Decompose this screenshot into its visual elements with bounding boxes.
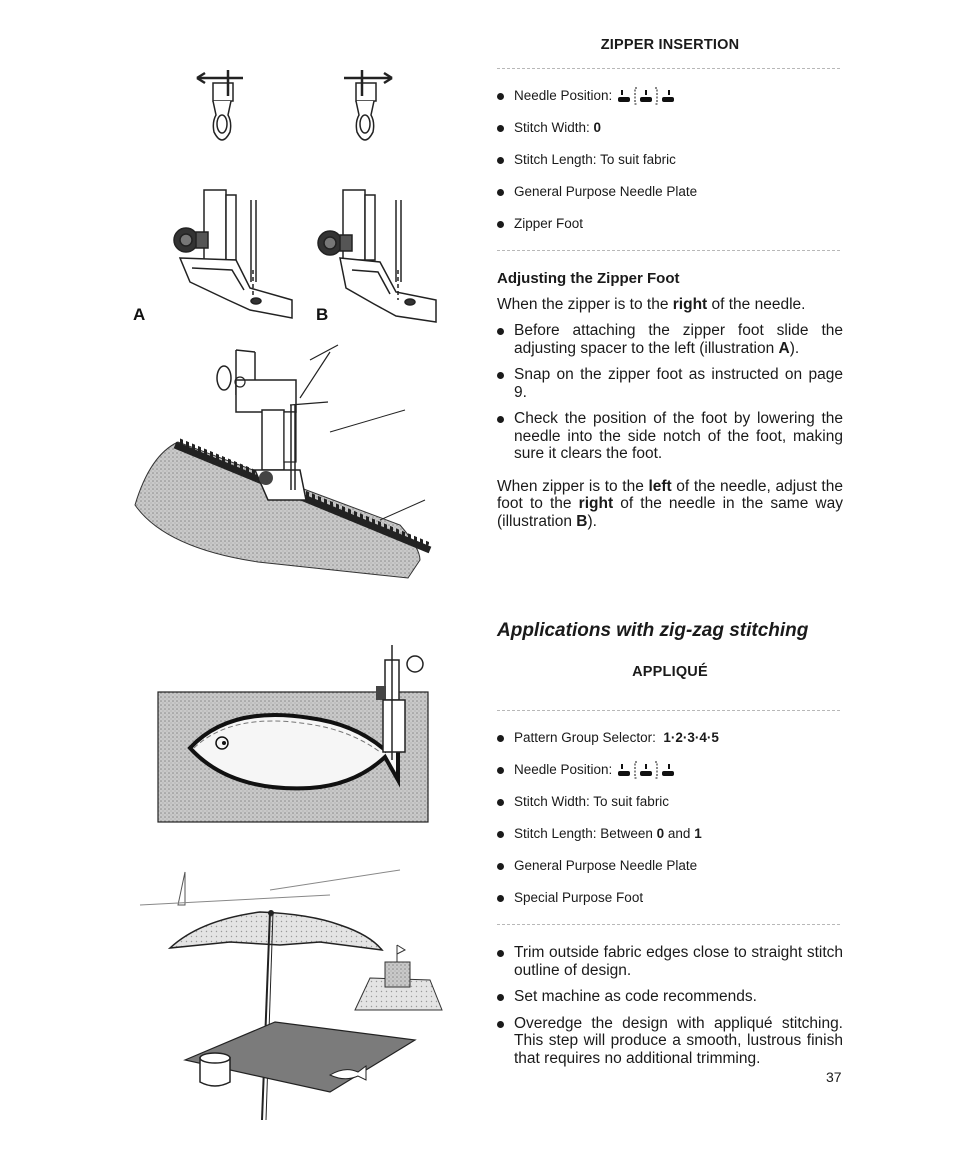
bullet-icon xyxy=(497,125,504,132)
rule xyxy=(497,924,840,925)
applique-fish-scene xyxy=(158,645,428,822)
text-run: ). xyxy=(587,512,597,530)
applique-steps xyxy=(497,944,843,1067)
step-item xyxy=(497,410,843,463)
spec-stitch-length xyxy=(497,144,843,176)
rule xyxy=(497,250,840,251)
text-bold: B xyxy=(576,512,588,530)
text-run: Snap on the zipper foot as instructed on page 9. xyxy=(514,366,843,401)
spec-stitch-width xyxy=(497,112,843,144)
spec-label: Stitch Length: Between xyxy=(514,826,653,841)
zipper-title-text: ZIPPER INSERTION xyxy=(600,37,740,53)
step-item xyxy=(497,988,843,1006)
zipper-sewing-scene xyxy=(135,345,430,578)
bullet-icon xyxy=(497,799,504,806)
text-run: Overedge the design with appliqué stitching. This step will produce a smooth, lustrous finish that requires no additional trimming. xyxy=(514,1014,843,1067)
spec-label: General Purpose Needle Plate xyxy=(514,184,698,199)
label-b: B xyxy=(316,305,329,324)
spec-label: Needle Position: xyxy=(514,762,613,777)
spec-label: Stitch Length: To suit fabric xyxy=(514,152,676,167)
spec-label: Needle Position: xyxy=(514,88,613,103)
bullet-icon xyxy=(497,372,504,379)
outro-paragraph xyxy=(497,478,843,531)
spec-value: 0 xyxy=(593,120,602,135)
needle-position-icon xyxy=(618,761,674,779)
spec-value: 0 xyxy=(656,826,665,841)
intro-paragraph xyxy=(497,296,843,314)
beach-umbrella-scene xyxy=(140,870,442,1120)
text-run: When the zipper is to the xyxy=(497,296,673,313)
text-run: ). xyxy=(789,339,800,357)
applique-title-text: APPLIQUÉ xyxy=(632,664,708,680)
bullet-icon xyxy=(497,895,504,902)
spec-label: Stitch Width: xyxy=(514,120,590,135)
spec-foot xyxy=(497,208,843,240)
step-item xyxy=(497,366,843,401)
spec-needle-plate xyxy=(497,850,843,882)
spec-stitch-length xyxy=(497,818,843,850)
bullet-icon xyxy=(497,93,504,100)
bullet-icon xyxy=(497,735,504,742)
step-item xyxy=(497,322,843,357)
needle-position-icon xyxy=(618,87,674,105)
zipper-spec-list xyxy=(497,80,843,240)
rule xyxy=(497,68,840,69)
text-bold: A xyxy=(778,339,790,357)
text-run: of the needle in the same way (illustration xyxy=(497,495,843,530)
bullet-icon xyxy=(497,189,504,196)
bullet-icon xyxy=(497,863,504,870)
label-a: A xyxy=(133,305,146,324)
text-run: When zipper is to the xyxy=(497,477,649,495)
step-item xyxy=(497,1015,843,1068)
spec-label: General Purpose Needle Plate xyxy=(514,858,698,873)
text-run: Trim outside fabric edges close to straight stitch outline of design. xyxy=(514,944,843,979)
spec-value: 1·2·3·4·5 xyxy=(663,730,719,745)
applications-title: Applications with zig-zag stitching xyxy=(497,620,809,641)
spec-label: Stitch Width: To suit fabric xyxy=(514,794,670,809)
bullet-icon xyxy=(497,950,504,957)
spec-needle-position xyxy=(497,80,843,112)
bullet-icon xyxy=(497,221,504,228)
text-bold: right xyxy=(578,495,614,512)
bullet-icon xyxy=(497,328,504,335)
spec-stitch-width xyxy=(497,786,843,818)
text-run: of the needle, adjust the foot to the xyxy=(497,477,843,512)
spec-label: Pattern Group Selector: xyxy=(514,730,656,745)
section-heading: Adjusting the Zipper Foot xyxy=(497,270,680,287)
text-run: Check the position of the foot by lowering the needle into the side notch of the foot, making sure it clears the foot. xyxy=(514,410,843,462)
spec-label: Zipper Foot xyxy=(514,216,584,231)
zipper-foot-b-diagram xyxy=(318,190,436,322)
bullet-icon xyxy=(497,416,504,423)
spec-label: and xyxy=(667,826,691,841)
zipper-insertion-title xyxy=(497,37,843,53)
bullet-icon xyxy=(497,1021,504,1028)
bullet-icon xyxy=(497,157,504,164)
page-number: 37 xyxy=(826,1069,842,1085)
bullet-icon xyxy=(497,994,504,1001)
spec-foot xyxy=(497,882,843,914)
adjusting-zipper-foot-section xyxy=(497,270,843,530)
bullet-icon xyxy=(497,767,504,774)
spec-pattern-group xyxy=(497,722,843,754)
spec-needle-plate xyxy=(497,176,843,208)
rule xyxy=(497,710,840,711)
spec-needle-position xyxy=(497,754,843,786)
bullet-icon xyxy=(497,831,504,838)
text-run: of the needle. xyxy=(707,296,806,313)
text-run: Before attaching the zipper foot slide the adjusting spacer to the left (illustration xyxy=(514,322,843,357)
applique-spec-list xyxy=(497,722,843,914)
zipper-foot-spacer-diagram xyxy=(197,70,392,140)
applications-heading xyxy=(497,620,843,642)
text-run: Set machine as code recommends. xyxy=(514,988,757,1005)
zipper-foot-a-diagram xyxy=(174,190,292,318)
step-item xyxy=(497,944,843,979)
applique-title xyxy=(497,664,843,680)
text-bold: left xyxy=(648,477,672,495)
text-bold: right xyxy=(672,296,708,313)
spec-value: 1 xyxy=(694,826,702,841)
spec-label: Special Purpose Foot xyxy=(514,890,644,905)
